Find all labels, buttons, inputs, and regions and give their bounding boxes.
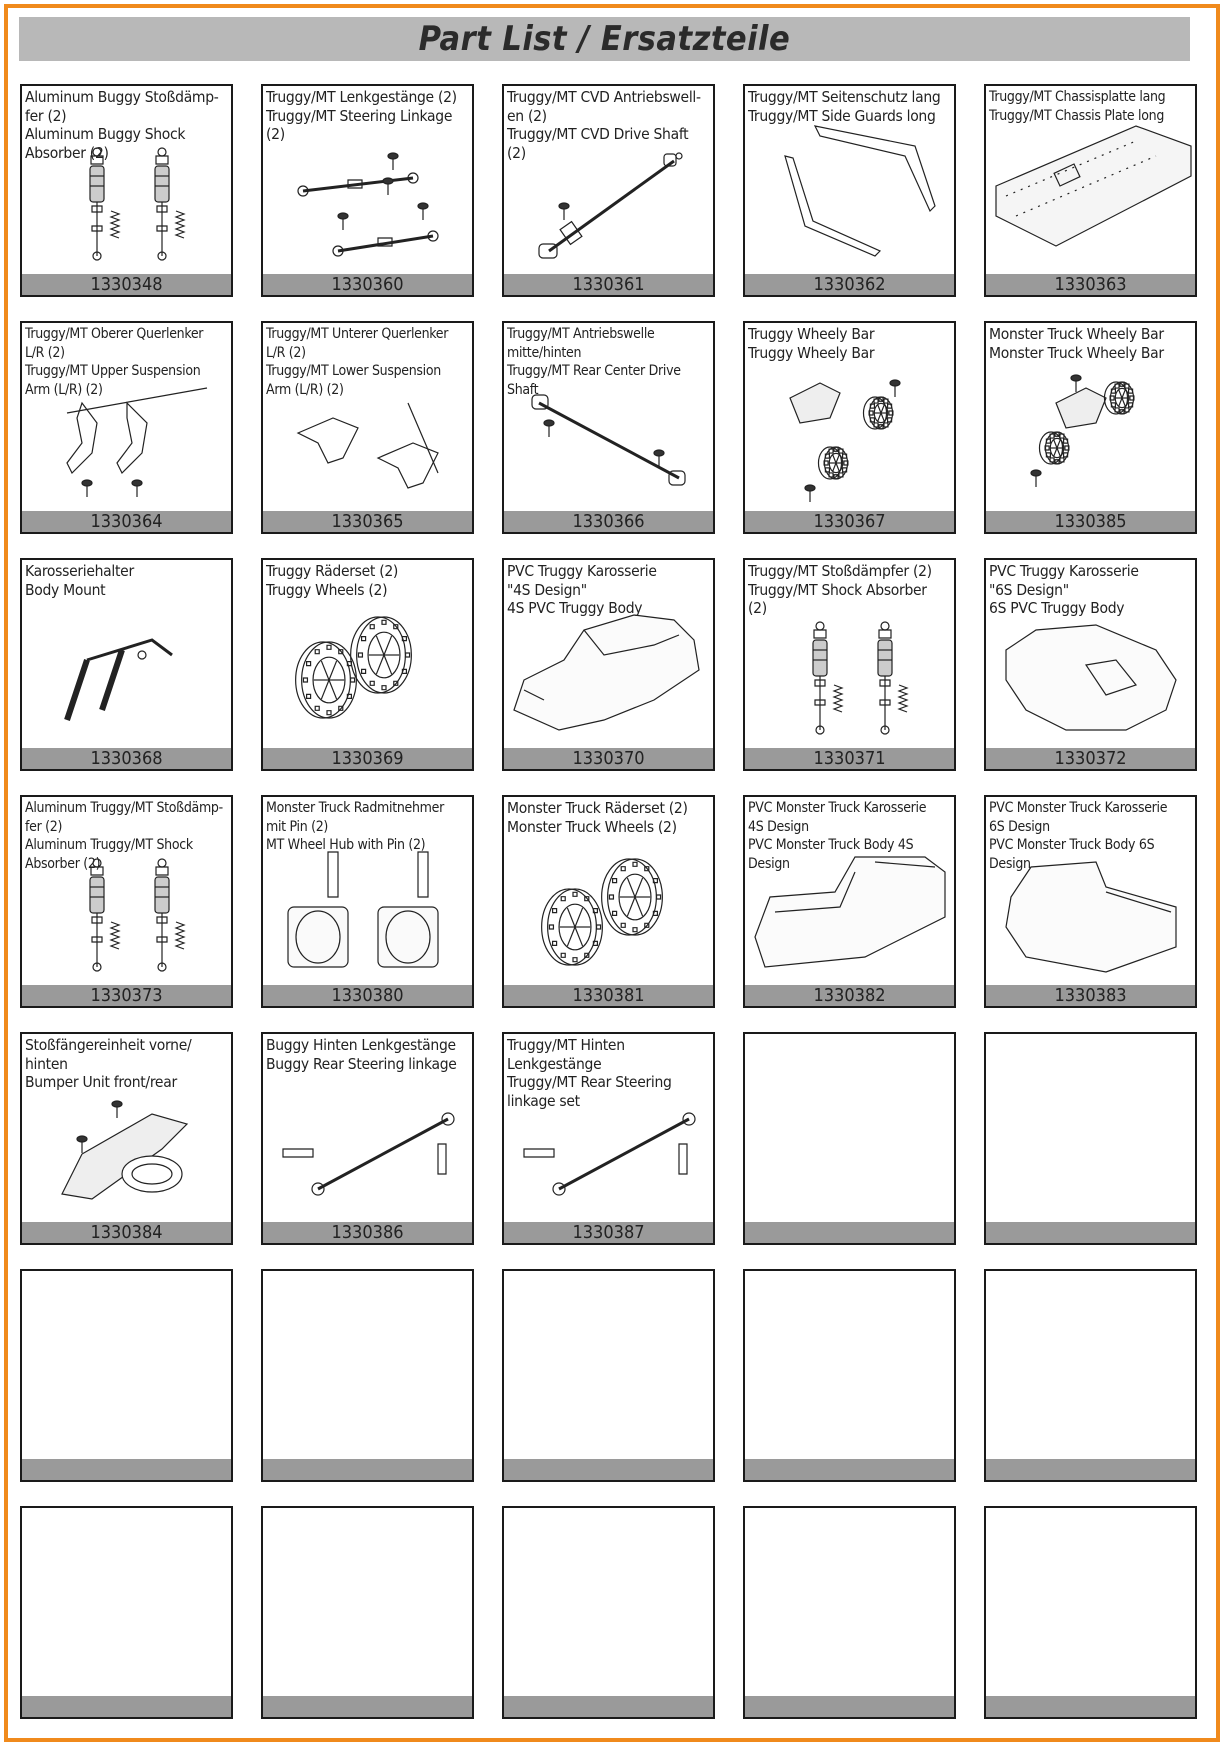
empty-illustration [504,1271,712,1457]
part-number [986,1222,1195,1243]
part-number [986,1696,1195,1717]
part-card [20,84,233,297]
part-card [261,321,474,534]
part-label: Truggy/MT CVD Antriebswell- en (2) Truggy/MT CVD Drive Shaft (2) [507,88,701,162]
empty-part-card [20,1269,233,1482]
part-card [743,795,956,1008]
part-card [261,84,474,297]
part-card [984,321,1197,534]
part-label: Truggy/MT Antriebswelle mitte/hinten Truggy/MT Rear Center Drive Shaft [507,326,681,398]
part-number [263,1696,472,1717]
part-label: PVC Monster Truck Karosserie 4S Design PVC Monster Truck Body 4S Design [748,800,927,872]
empty-illustration [986,1034,1194,1220]
empty-illustration [22,1508,230,1694]
part-number: 1330371 [745,748,954,769]
part-number: 1330373 [22,985,231,1006]
part-number: 1330363 [986,274,1195,295]
empty-part-card [261,1269,474,1482]
empty-part-card [984,1269,1197,1482]
part-number: 1330382 [745,985,954,1006]
part-number: 1330365 [263,511,472,532]
part-number: 1330369 [263,748,472,769]
part-number: 1330381 [504,985,713,1006]
part-card [984,795,1197,1008]
empty-illustration [263,1271,471,1457]
part-number: 1330372 [986,748,1195,769]
part-number [745,1222,954,1243]
parts-grid [20,84,1197,1719]
part-label: PVC Monster Truck Karosserie 6S Design PVC Monster Truck Body 6S Design [989,800,1168,872]
empty-illustration [986,1508,1194,1694]
empty-illustration [22,1271,230,1457]
empty-part-card [261,1506,474,1719]
part-label: Truggy/MT Stoßdämpfer (2) Truggy/MT Shock Absorber (2) [748,562,932,617]
empty-part-card [984,1506,1197,1719]
empty-illustration [745,1034,953,1220]
empty-illustration [986,1271,1194,1457]
part-label: Truggy/MT Hinten Lenkgestänge Truggy/MT Rear Steering linkage set [507,1036,672,1110]
part-label: Truggy/MT Lenkgestänge (2) Truggy/MT Steering Linkage (2) [266,88,457,143]
part-label: Monster Truck Radmitnehmer mit Pin (2) MT Wheel Hub with Pin (2) [266,800,444,853]
part-number: 1330360 [263,274,472,295]
part-label: PVC Truggy Karosserie "4S Design" 4S PVC Truggy Body [507,562,657,617]
part-number: 1330386 [263,1222,472,1243]
part-card [502,84,715,297]
part-label: Truggy/MT Seitenschutz lang Truggy/MT Side Guards long [748,88,941,125]
part-number: 1330370 [504,748,713,769]
part-number: 1330380 [263,985,472,1006]
part-card [20,795,233,1008]
part-card [502,795,715,1008]
part-card [743,321,956,534]
part-label: Monster Truck Wheely Bar Monster Truck Wheely Bar [989,325,1164,362]
empty-illustration [745,1271,953,1457]
part-number [263,1459,472,1480]
part-number: 1330364 [22,511,231,532]
empty-illustration [504,1508,712,1694]
part-number [22,1459,231,1480]
part-number: 1330385 [986,511,1195,532]
part-label: Truggy/MT Oberer Querlenker L/R (2) Truggy/MT Upper Suspension Arm (L/R) (2) [25,326,204,398]
empty-part-card [20,1506,233,1719]
part-card [20,321,233,534]
part-label: Aluminum Truggy/MT Stoßdämp- fer (2) Aluminum Truggy/MT Shock Absorber (2) [25,800,223,872]
part-label: Aluminum Buggy Stoßdämp- fer (2) Aluminum Buggy Shock Absorber (2) [25,88,219,162]
page-title: Part List / Ersatzteile [418,19,791,59]
part-card [261,795,474,1008]
title-bar [19,17,1190,61]
part-number: 1330367 [745,511,954,532]
part-number: 1330384 [22,1222,231,1243]
part-card [743,558,956,771]
part-number: 1330348 [22,274,231,295]
part-label: Monster Truck Räderset (2) Monster Truck Wheels (2) [507,799,688,836]
part-card [502,1032,715,1245]
empty-illustration [263,1508,471,1694]
part-card [502,321,715,534]
part-number [745,1696,954,1717]
part-card [20,558,233,771]
part-card [502,558,715,771]
part-label: Truggy Wheely Bar Truggy Wheely Bar [748,325,875,362]
part-number: 1330362 [745,274,954,295]
part-number: 1330361 [504,274,713,295]
part-card [743,84,956,297]
empty-part-card [743,1269,956,1482]
empty-illustration [745,1508,953,1694]
part-number: 1330387 [504,1222,713,1243]
part-number: 1330383 [986,985,1195,1006]
empty-part-card [743,1506,956,1719]
empty-part-card [743,1032,956,1245]
part-card [261,1032,474,1245]
part-number: 1330366 [504,511,713,532]
empty-part-card [984,1032,1197,1245]
part-card [984,558,1197,771]
empty-part-card [502,1269,715,1482]
part-number: 1330368 [22,748,231,769]
part-label: Truggy/MT Chassisplatte lang Truggy/MT Chassis Plate long [989,89,1166,124]
part-label: PVC Truggy Karosserie "6S Design" 6S PVC Truggy Body [989,562,1139,617]
empty-part-card [502,1506,715,1719]
part-card [261,558,474,771]
part-label: Karosseriehalter Body Mount [25,562,134,599]
part-label: Truggy Räderset (2) Truggy Wheels (2) [266,562,399,599]
part-number [22,1696,231,1717]
part-label: Buggy Hinten Lenkgestänge Buggy Rear Steering linkage [266,1036,457,1073]
part-number [986,1459,1195,1480]
part-number [745,1459,954,1480]
part-card [20,1032,233,1245]
part-number [504,1696,713,1717]
part-card [984,84,1197,297]
part-number [504,1459,713,1480]
part-label: Truggy/MT Unterer Querlenker L/R (2) Truggy/MT Lower Suspension Arm (L/R) (2) [266,326,449,398]
part-label: Stoßfängereinheit vorne/ hinten Bumper Unit front/rear [25,1036,192,1091]
